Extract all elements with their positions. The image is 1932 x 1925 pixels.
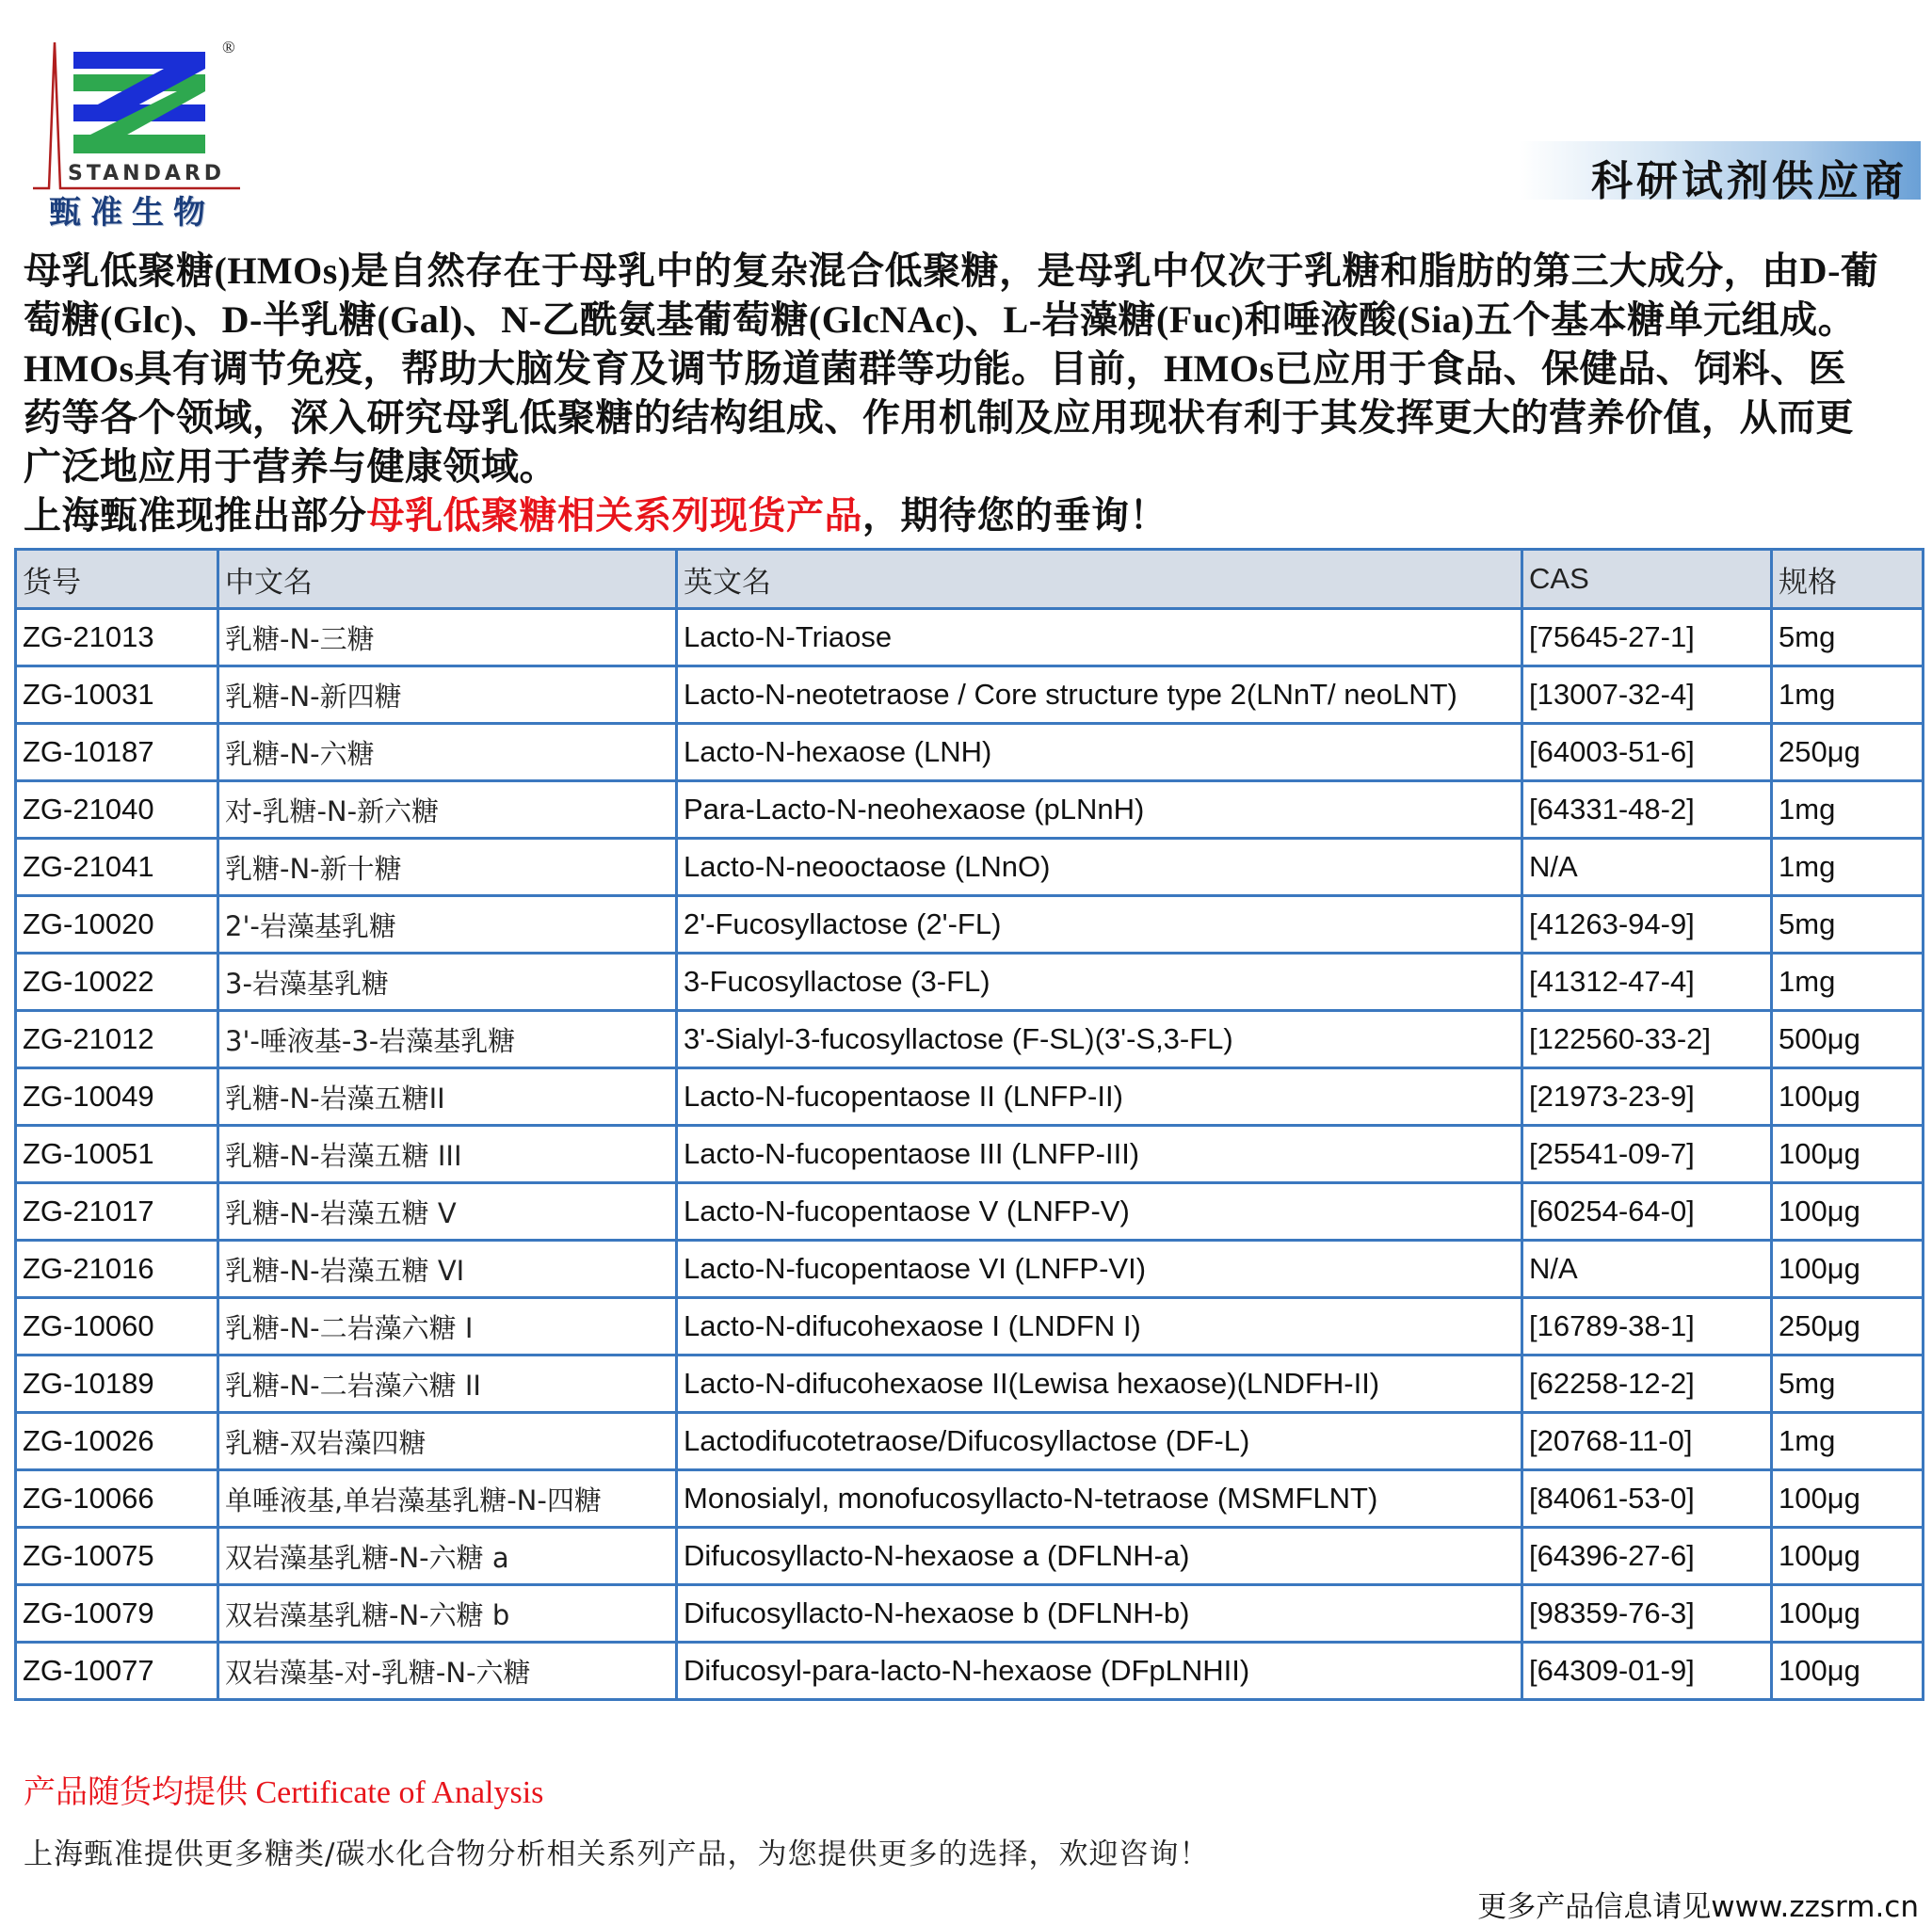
catalog-no-cell: ZG-21040: [16, 781, 218, 839]
package-size-cell: 100μg: [1772, 1470, 1924, 1528]
table-row: [16, 1241, 1924, 1298]
chinese-name-cell: 乳糖-双岩藻四糖: [218, 1413, 677, 1470]
english-name-cell: Lacto-N-fucopentaose V (LNFP-V): [677, 1183, 1522, 1241]
header-english-name: 英文名: [677, 550, 1522, 609]
coa-note: 产品随货均提供 Certificate of Analysis: [24, 1775, 544, 1810]
table-row: [16, 839, 1924, 896]
cas-cell: [13007-32-4]: [1522, 666, 1772, 724]
cas-cell: N/A: [1522, 1241, 1772, 1298]
catalog-no-cell: ZG-21016: [16, 1241, 218, 1298]
catalog-no-cell: ZG-10022: [16, 954, 218, 1011]
table-row: [16, 1585, 1924, 1643]
chinese-name-cell: 乳糖-N-新四糖: [218, 666, 677, 724]
website-note[interactable]: 更多产品信息请见www.zzsrm.cn: [1477, 1890, 1919, 1924]
chinese-name-cell: 对-乳糖-N-新六糖: [218, 781, 677, 839]
chinese-name-cell: 乳糖-N-岩藻五糖II: [218, 1068, 677, 1126]
more-products-note: 上海甄准提供更多糖类/碳水化合物分析相关系列产品，为您提供更多的选择，欢迎咨询！: [24, 1837, 1210, 1871]
package-size-cell: 500μg: [1772, 1011, 1924, 1068]
table-row: [16, 609, 1924, 666]
chinese-name-cell: 单唾液基,单岩藻基乳糖-N-四糖: [218, 1470, 677, 1528]
table-row: [16, 1068, 1924, 1126]
table-header-row: [16, 550, 1924, 609]
table-row: [16, 1528, 1924, 1585]
catalog-no-cell: ZG-10060: [16, 1298, 218, 1356]
english-name-cell: Lacto-N-difucohexaose II(Lewisa hexaose)(LNDFH-II): [677, 1356, 1522, 1413]
english-name-cell: Lacto-N-Triaose: [677, 609, 1522, 666]
table-row: [16, 1643, 1924, 1700]
cas-cell: [64331-48-2]: [1522, 781, 1772, 839]
table-row: [16, 1183, 1924, 1241]
chinese-name-cell: 双岩藻基乳糖-N-六糖 b: [218, 1585, 677, 1643]
english-name-cell: Lacto-N-neotetraose / Core structure type 2(LNnT/ neoLNT): [677, 666, 1522, 724]
package-size-cell: 100μg: [1772, 1643, 1924, 1700]
catalog-no-cell: ZG-10031: [16, 666, 218, 724]
package-size-cell: 1mg: [1772, 1413, 1924, 1470]
english-name-cell: Lacto-N-fucopentaose III (LNFP-III): [677, 1126, 1522, 1183]
english-name-cell: 2'-Fucosyllactose (2'-FL): [677, 896, 1522, 954]
package-size-cell: 1mg: [1772, 781, 1924, 839]
package-size-cell: 1mg: [1772, 954, 1924, 1011]
catalog-no-cell: ZG-10026: [16, 1413, 218, 1470]
english-name-cell: Lacto-N-fucopentaose VI (LNFP-VI): [677, 1241, 1522, 1298]
table-row: [16, 666, 1924, 724]
cas-cell: [62258-12-2]: [1522, 1356, 1772, 1413]
table-row: [16, 781, 1924, 839]
table-row: [16, 1011, 1924, 1068]
promo-line: [24, 491, 1921, 540]
company-logo: [28, 38, 254, 232]
cas-cell: N/A: [1522, 839, 1772, 896]
english-name-cell: Lacto-N-neooctaose (LNnO): [677, 839, 1522, 896]
logo-brand-en: STANDARD: [68, 162, 226, 185]
chinese-name-cell: 乳糖-N-岩藻五糖 V: [218, 1183, 677, 1241]
header-catalog-no: 货号: [16, 550, 218, 609]
package-size-cell: 250μg: [1772, 724, 1924, 781]
intro-paragraph: [24, 247, 1921, 540]
chinese-name-cell: 乳糖-N-六糖: [218, 724, 677, 781]
english-name-cell: Difucosyl-para-lacto-N-hexaose (DFpLNHII): [677, 1643, 1522, 1700]
chinese-name-cell: 乳糖-N-岩藻五糖 III: [218, 1126, 677, 1183]
header-cas: CAS: [1522, 550, 1772, 609]
registered-trademark-mark: ®: [222, 38, 235, 56]
cas-cell: [75645-27-1]: [1522, 609, 1772, 666]
english-name-cell: Lacto-N-difucohexaose I (LNDFN I): [677, 1298, 1522, 1356]
catalog-no-cell: ZG-21017: [16, 1183, 218, 1241]
english-name-cell: Lacto-N-fucopentaose II (LNFP-II): [677, 1068, 1522, 1126]
table-row: [16, 954, 1924, 1011]
cas-cell: [16789-38-1]: [1522, 1298, 1772, 1356]
catalog-no-cell: ZG-10077: [16, 1643, 218, 1700]
intro-line: 萄糖(Glc)、D-半乳糖(Gal)、N-乙酰氨基葡萄糖(GlcNAc)、L-岩藻糖(Fuc)和唾液酸(Sia)五个基本糖单元组成。: [24, 298, 1857, 341]
catalog-no-cell: ZG-21012: [16, 1011, 218, 1068]
package-size-cell: 5mg: [1772, 609, 1924, 666]
chinese-name-cell: 乳糖-N-二岩藻六糖 II: [218, 1356, 677, 1413]
package-size-cell: 5mg: [1772, 896, 1924, 954]
cas-cell: [25541-09-7]: [1522, 1126, 1772, 1183]
chinese-name-cell: 乳糖-N-新十糖: [218, 839, 677, 896]
catalog-no-cell: ZG-10051: [16, 1126, 218, 1183]
chinese-name-cell: 双岩藻基-对-乳糖-N-六糖: [218, 1643, 677, 1700]
supplier-banner: [1519, 141, 1921, 205]
package-size-cell: 5mg: [1772, 1356, 1924, 1413]
product-table: [14, 548, 1924, 1701]
table-row: [16, 724, 1924, 781]
table-row: [16, 896, 1924, 954]
cas-cell: [21973-23-9]: [1522, 1068, 1772, 1126]
intro-line: 广泛地应用于营养与健康领域。: [24, 445, 557, 488]
chinese-name-cell: 乳糖-N-三糖: [218, 609, 677, 666]
package-size-cell: 1mg: [1772, 839, 1924, 896]
table-row: [16, 1356, 1924, 1413]
catalog-no-cell: ZG-10049: [16, 1068, 218, 1126]
cas-cell: [84061-53-0]: [1522, 1470, 1772, 1528]
promo-highlight: 母乳低聚糖相关系列现货产品: [366, 494, 862, 537]
intro-line: 药等各个领域，深入研究母乳低聚糖的结构组成、作用机制及应用现状有利于其发挥更大的营养价值，从而更: [24, 396, 1854, 439]
package-size-cell: 1mg: [1772, 666, 1924, 724]
package-size-cell: 100μg: [1772, 1068, 1924, 1126]
catalog-no-cell: ZG-10075: [16, 1528, 218, 1585]
zz-logo-mark-icon: [73, 52, 205, 155]
english-name-cell: Difucosyllacto-N-hexaose b (DFLNH-b): [677, 1585, 1522, 1643]
intro-line: 母乳低聚糖(HMOs)是自然存在于母乳中的复杂混合低聚糖，是母乳中仅次于乳糖和脂肪的第三大成分，由D-葡: [24, 249, 1879, 292]
chinese-name-cell: 3-岩藻基乳糖: [218, 954, 677, 1011]
chinese-name-cell: 乳糖-N-岩藻五糖 VI: [218, 1241, 677, 1298]
package-size-cell: 100μg: [1772, 1585, 1924, 1643]
cas-cell: [41312-47-4]: [1522, 954, 1772, 1011]
cas-cell: [64003-51-6]: [1522, 724, 1772, 781]
cas-cell: [64396-27-6]: [1522, 1528, 1772, 1585]
header-package-size: 规格: [1772, 550, 1924, 609]
package-size-cell: 100μg: [1772, 1241, 1924, 1298]
cas-cell: [20768-11-0]: [1522, 1413, 1772, 1470]
catalog-no-cell: ZG-10020: [16, 896, 218, 954]
package-size-cell: 100μg: [1772, 1528, 1924, 1585]
catalog-no-cell: ZG-10187: [16, 724, 218, 781]
intro-line: HMOs具有调节免疫，帮助大脑发育及调节肠道菌群等功能。目前，HMOs已应用于食品、保健品、饲料、医: [24, 347, 1847, 390]
catalog-no-cell: ZG-21041: [16, 839, 218, 896]
promo-prefix: 上海甄准现推出部分: [24, 494, 367, 537]
english-name-cell: Lactodifucotetraose/Difucosyllactose (DF-L): [677, 1413, 1522, 1470]
promo-suffix: ，期待您的垂询！: [862, 494, 1167, 537]
cas-cell: [122560-33-2]: [1522, 1011, 1772, 1068]
catalog-no-cell: ZG-10066: [16, 1470, 218, 1528]
english-name-cell: 3'-Sialyl-3-fucosyllactose (F-SL)(3'-S,3-FL): [677, 1011, 1522, 1068]
logo-brand-cn: 甄准生物: [49, 194, 215, 232]
table-row: [16, 1298, 1924, 1356]
cas-cell: [41263-94-9]: [1522, 896, 1772, 954]
cas-cell: [64309-01-9]: [1522, 1643, 1772, 1700]
table-row: [16, 1413, 1924, 1470]
english-name-cell: Monosialyl, monofucosyllacto-N-tetraose (MSMFLNT): [677, 1470, 1522, 1528]
catalog-no-cell: ZG-10189: [16, 1356, 218, 1413]
chinese-name-cell: 2'-岩藻基乳糖: [218, 896, 677, 954]
banner-text: 科研试剂供应商: [1591, 157, 1908, 205]
catalog-no-cell: ZG-10079: [16, 1585, 218, 1643]
english-name-cell: 3-Fucosyllactose (3-FL): [677, 954, 1522, 1011]
header-chinese-name: 中文名: [218, 550, 677, 609]
table-row: [16, 1470, 1924, 1528]
english-name-cell: Lacto-N-hexaose (LNH): [677, 724, 1522, 781]
chinese-name-cell: 乳糖-N-二岩藻六糖 I: [218, 1298, 677, 1356]
chinese-name-cell: 双岩藻基乳糖-N-六糖 a: [218, 1528, 677, 1585]
cas-cell: [60254-64-0]: [1522, 1183, 1772, 1241]
english-name-cell: Difucosyllacto-N-hexaose a (DFLNH-a): [677, 1528, 1522, 1585]
english-name-cell: Para-Lacto-N-neohexaose (pLNnH): [677, 781, 1522, 839]
catalog-no-cell: ZG-21013: [16, 609, 218, 666]
package-size-cell: 250μg: [1772, 1298, 1924, 1356]
cas-cell: [98359-76-3]: [1522, 1585, 1772, 1643]
package-size-cell: 100μg: [1772, 1126, 1924, 1183]
chinese-name-cell: 3'-唾液基-3-岩藻基乳糖: [218, 1011, 677, 1068]
table-row: [16, 1126, 1924, 1183]
package-size-cell: 100μg: [1772, 1183, 1924, 1241]
